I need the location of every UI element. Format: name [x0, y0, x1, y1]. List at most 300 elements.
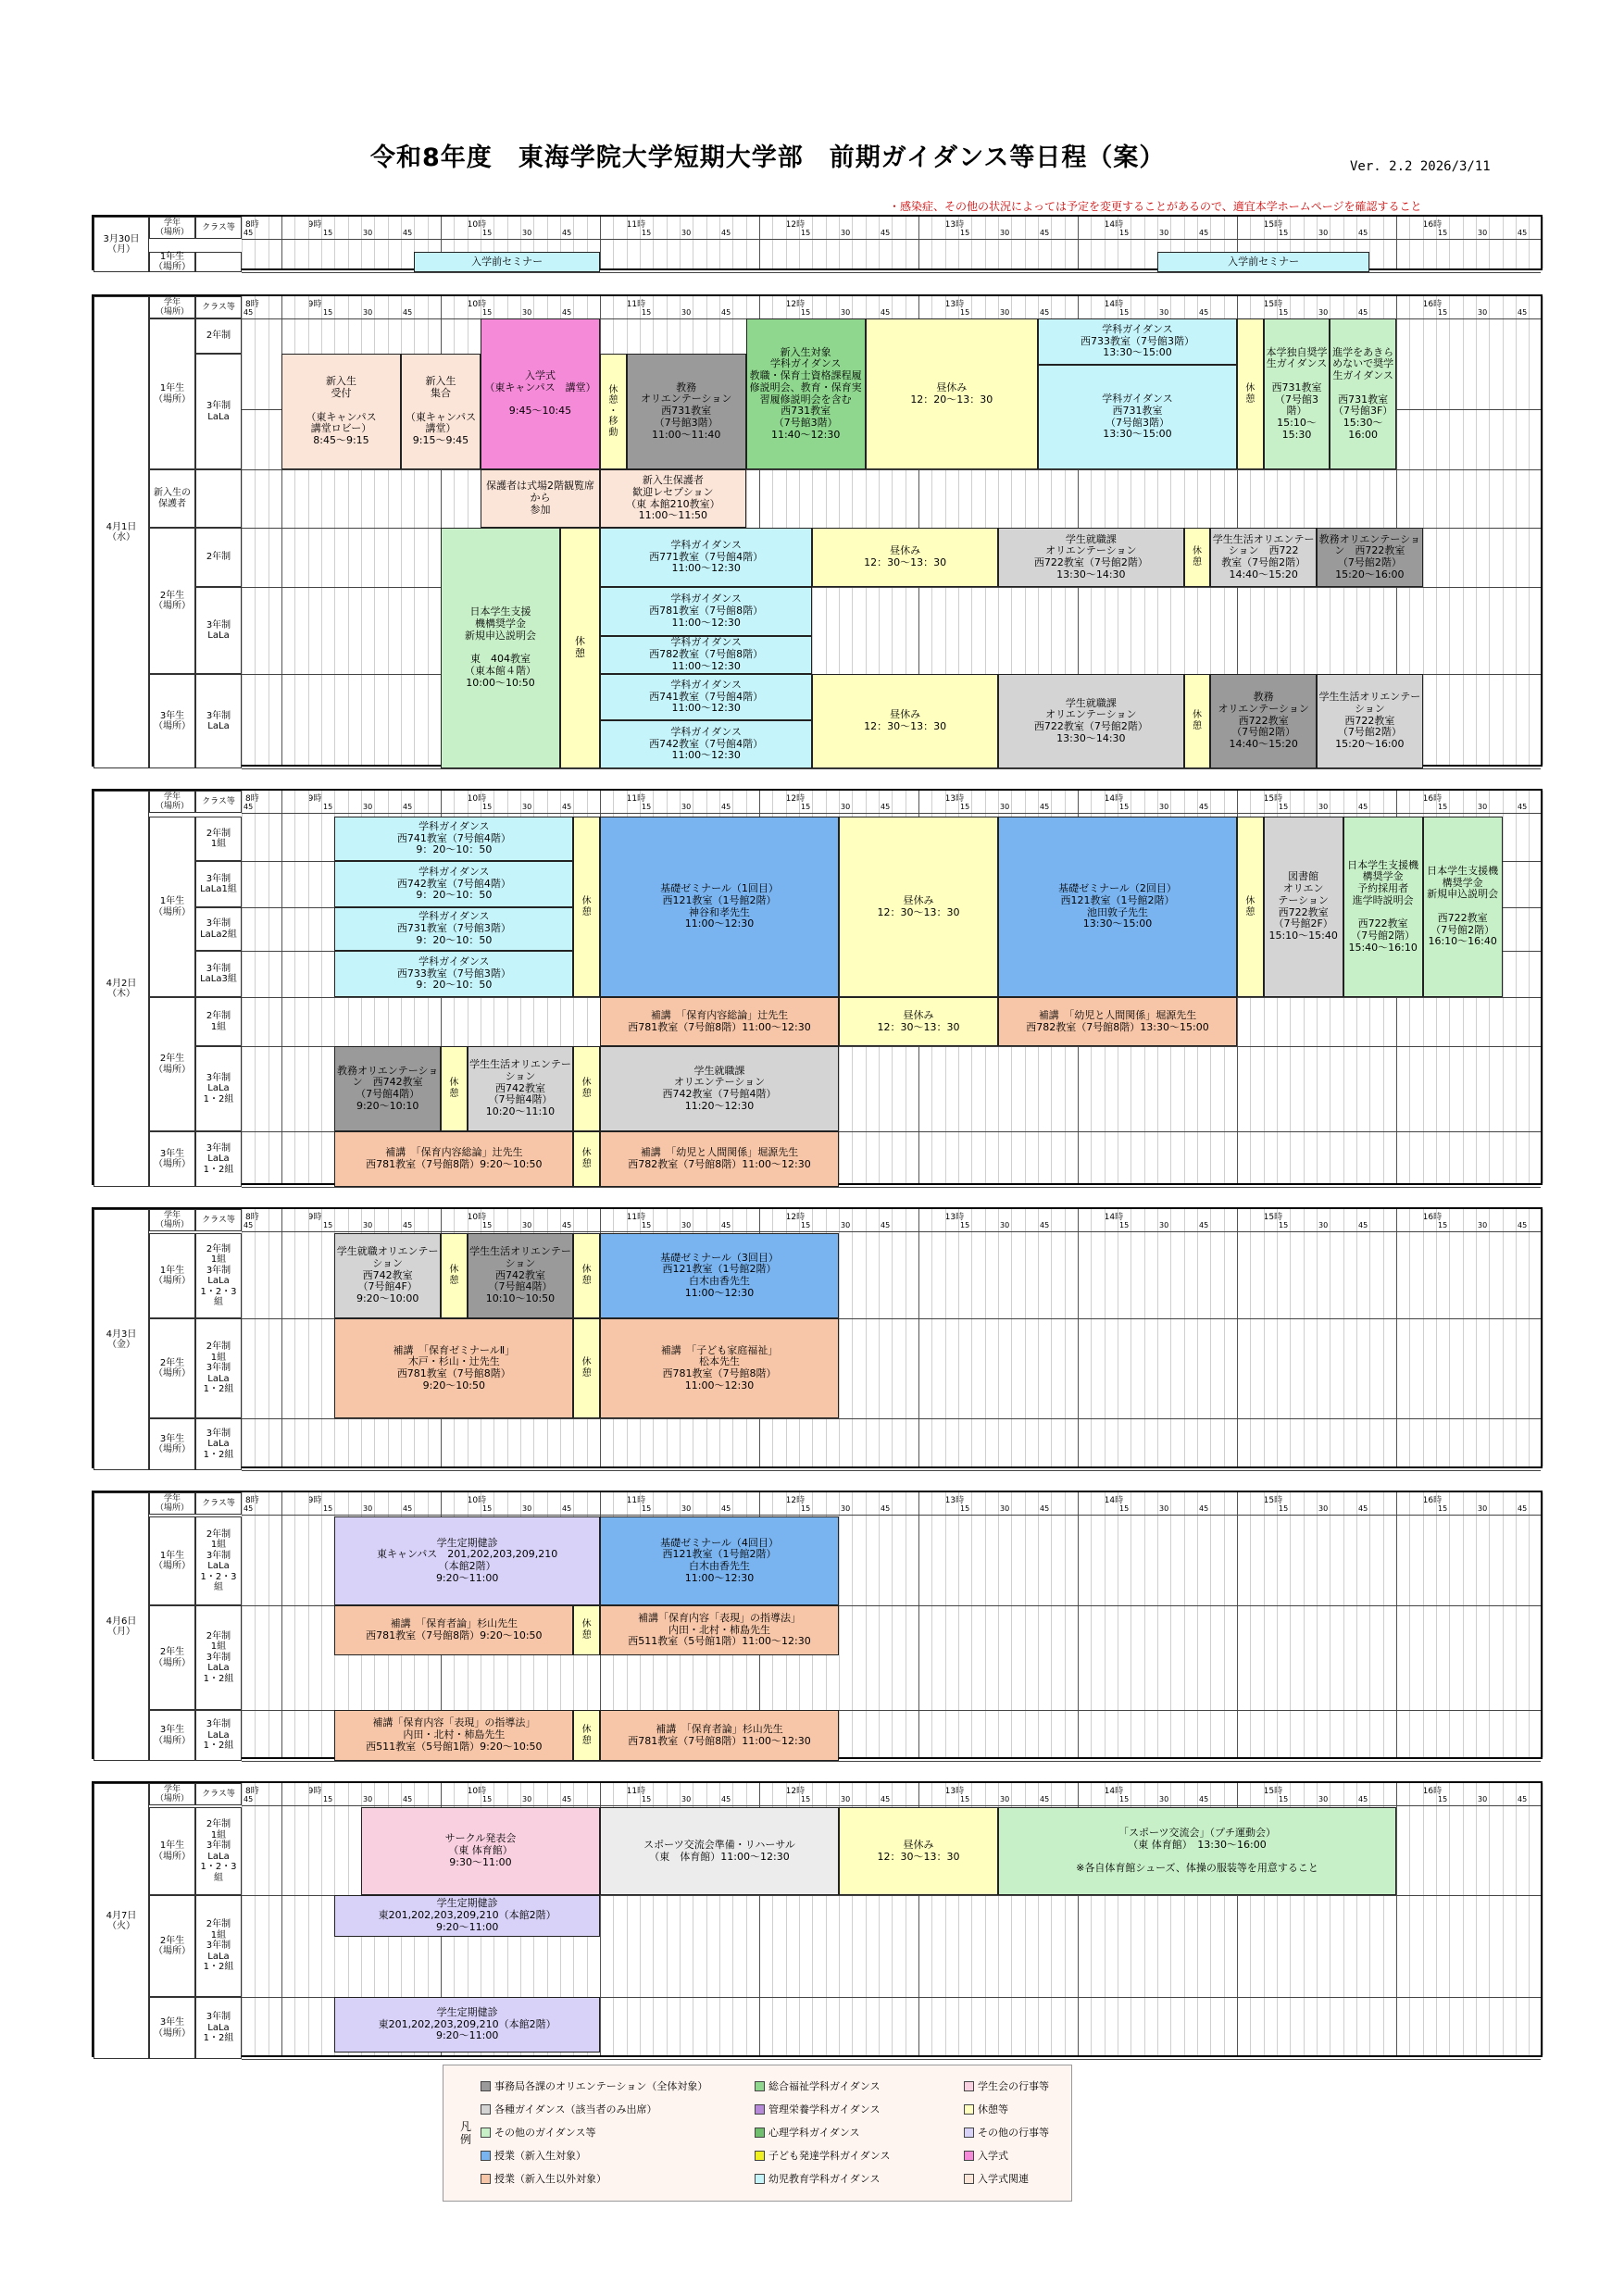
grid-line — [1423, 1209, 1424, 1466]
grid-line — [1489, 217, 1490, 268]
grid-line — [1343, 1209, 1344, 1466]
header-grade: 学年 （場所） — [149, 217, 195, 239]
minute-tick: 15 — [801, 803, 811, 811]
minute-tick: 30 — [681, 1504, 692, 1513]
minute-tick: 15 — [1119, 229, 1130, 237]
grid-line — [1011, 1492, 1012, 1757]
schedule-block: 休 憩 — [573, 1710, 600, 1761]
grade-label: 3年生 （場所） — [149, 1418, 195, 1470]
grid-line — [1025, 1492, 1026, 1757]
minute-tick: 15 — [960, 1795, 970, 1803]
schedule-block: 学科ガイダンス 西782教室（7号館8階） 11:00～12:30 — [600, 636, 812, 674]
minute-tick: 45 — [562, 229, 572, 237]
legend-item — [481, 2078, 707, 2093]
minute-tick: 15 — [323, 803, 333, 811]
grid-line — [255, 1209, 256, 1466]
grid-line — [1409, 1492, 1410, 1757]
minute-tick: 45 — [1040, 1221, 1050, 1229]
schedule-block: 学生定期健診 東キャンパス 201,202,203,209,210 （本館2階） 9:20～11:00 — [334, 1516, 600, 1605]
grid-line — [1529, 1209, 1530, 1466]
grid-line — [866, 1209, 867, 1466]
row-rule — [242, 1418, 1541, 1419]
grid-line — [281, 1783, 282, 2055]
legend-item — [481, 2102, 656, 2116]
time-header — [94, 1209, 1544, 1231]
minute-tick: 30 — [522, 229, 532, 237]
hour-tick: 11時 — [626, 1496, 646, 1505]
grid-line — [1078, 217, 1079, 268]
minute-tick: 30 — [1478, 308, 1488, 317]
legend-item — [755, 2102, 880, 2116]
minute-tick: 30 — [522, 1504, 532, 1513]
minute-tick: 15 — [1279, 803, 1289, 811]
hour-tick: 15時 — [1263, 300, 1283, 309]
grid-line — [680, 217, 681, 268]
grid-line — [294, 1492, 295, 1757]
schedule-block: 休 憩 — [1184, 528, 1211, 587]
schedule-block: 日本学生支援機構奨学金 予約採用者 進学時説明会 西722教室 （7号館2階） 15:40～16:10 — [1343, 817, 1423, 997]
minute-tick: 15 — [1279, 1221, 1289, 1229]
grid-line — [866, 217, 867, 268]
header-grade: 学年 （場所） — [149, 1492, 195, 1515]
schedule-block: 補講「保育内容「表現」の指導法」 内田・北村・柿島先生 西511教室（5号館1階）11:00～12:30 — [600, 1605, 839, 1655]
grid-line — [998, 1209, 999, 1466]
hour-tick: 15時 — [1263, 1213, 1283, 1222]
minute-tick: 30 — [522, 803, 532, 811]
legend-swatch — [481, 2081, 491, 2091]
schedule-block: 休 憩 — [573, 1046, 600, 1131]
grid-line — [1489, 1783, 1490, 2055]
minute-tick: 15 — [642, 1795, 652, 1803]
minute-tick: 15 — [801, 229, 811, 237]
legend-text: その他のガイダンス等 — [494, 2127, 596, 2139]
grid-line — [1463, 1209, 1464, 1466]
grid-line — [1503, 217, 1504, 268]
minute-tick: 45 — [881, 308, 891, 317]
grid-line — [321, 1783, 322, 2055]
hour-tick: 13時 — [944, 220, 965, 230]
minute-tick: 45 — [1040, 1504, 1050, 1513]
hour-tick: 12時 — [785, 1787, 806, 1796]
minute-tick: 15 — [642, 803, 652, 811]
minute-tick: 45 — [721, 1795, 731, 1803]
schedule-block: 補講 「保育内容総論」辻先生 西781教室（7号館8階）11:00～12:30 — [600, 997, 839, 1046]
minute-tick: 30 — [522, 1795, 532, 1803]
grid-line — [1197, 1492, 1198, 1757]
grid-line — [1476, 217, 1477, 268]
grid-line — [374, 217, 375, 268]
minute-tick: 45 — [562, 1221, 572, 1229]
grid-line — [255, 1492, 256, 1757]
hour-tick: 8時 — [245, 1496, 259, 1505]
schedule-block: 学科ガイダンス 西771教室（7号館4階） 11:00～12:30 — [600, 528, 812, 587]
hour-tick: 16時 — [1422, 1496, 1443, 1505]
grid-line — [892, 1492, 893, 1757]
minute-tick: 15 — [801, 1221, 811, 1229]
minute-tick: 15 — [482, 308, 493, 317]
grid-line — [1476, 1209, 1477, 1466]
schedule-block: 昼休み 12：20～13：30 — [866, 318, 1038, 469]
grid-line — [1436, 217, 1437, 268]
hour-tick: 11時 — [626, 1787, 646, 1796]
class-label: 3年制 LaLa 1・2組 — [195, 1997, 242, 2059]
minute-tick: 15 — [323, 308, 333, 317]
legend-text: 事務局各課のオリエンテーション（全体対象） — [494, 2080, 708, 2092]
minute-tick: 45 — [1358, 229, 1368, 237]
date-label: 3月30日 （月） — [94, 217, 149, 272]
legend-item — [481, 2148, 586, 2163]
grid-line — [958, 1209, 959, 1466]
minute-tick: 45 — [403, 1221, 413, 1229]
minute-tick: 15 — [1438, 1795, 1448, 1803]
grid-line — [1423, 1783, 1424, 2055]
grid-line — [799, 217, 800, 268]
minute-tick: 30 — [841, 1795, 851, 1803]
grid-line — [1105, 1492, 1106, 1757]
legend-swatch — [481, 2151, 491, 2161]
hour-tick: 16時 — [1422, 1787, 1443, 1796]
grid-line — [1038, 1492, 1039, 1757]
schedule-block: 学科ガイダンス 西781教室（7号館8階） 11:00～12:30 — [600, 587, 812, 636]
grid-line — [1290, 1492, 1291, 1757]
schedule-block: 学科ガイダンス 西742教室（7号館4階） 9：20～10：50 — [334, 861, 573, 907]
hour-tick: 15時 — [1263, 794, 1283, 804]
hour-tick: 14時 — [1104, 1496, 1124, 1505]
grid-line — [321, 791, 322, 1183]
schedule-block: 基礎ゼミナール（4回目） 西121教室（1号館2階） 白木由香先生 11:00～12:30 — [600, 1516, 839, 1605]
grid-line — [1449, 1209, 1450, 1466]
grid-line — [1436, 296, 1437, 765]
minute-tick: 30 — [841, 1504, 851, 1513]
schedule-block: 補講 「保育内容総論」辻先生 西781教室（7号館8階）9:20～10:50 — [334, 1131, 573, 1187]
schedule-block: 日本学生支援機構奨学金 新規申込説明会 西722教室 （7号館2階） 16:10～16:40 — [1423, 817, 1503, 997]
minute-tick: 15 — [960, 803, 970, 811]
grid-line — [1489, 1209, 1490, 1466]
grid-line — [1529, 1783, 1530, 2055]
minute-tick: 15 — [960, 1221, 970, 1229]
minute-tick: 30 — [1318, 803, 1329, 811]
schedule-block: 入学前セミナー — [414, 252, 600, 272]
legend-item — [964, 2078, 1049, 2093]
minute-tick: 15 — [960, 308, 970, 317]
hour-tick: 16時 — [1422, 1213, 1443, 1222]
grid-line — [1038, 217, 1039, 268]
schedule-block: 学生就職課 オリエンテーション 西742教室（7号館4階） 11:20～12:30 — [600, 1046, 839, 1131]
class-label: 3年制 LaLa 1・2組 — [195, 1131, 242, 1187]
minute-tick: 30 — [1318, 308, 1329, 317]
hour-tick: 12時 — [785, 300, 806, 309]
minute-tick: 15 — [482, 1221, 493, 1229]
day-frame — [92, 1491, 1543, 1759]
grid-line — [294, 791, 295, 1183]
grid-line — [1503, 1209, 1504, 1466]
header-class: クラス等 — [195, 296, 242, 318]
row-rule — [242, 2059, 1541, 2060]
legend-swatch — [964, 2174, 974, 2184]
class-label: 3年制 LaLa 1・2組 — [195, 1418, 242, 1470]
grid-line — [971, 1209, 972, 1466]
schedule-block: 学生定期健診 東201,202,203,209,210（本館2階） 9:20～11:00 — [334, 1895, 600, 1937]
grid-line — [1304, 1492, 1305, 1757]
schedule-block: 新入生対象 学科ガイダンス 教職・保育士資格課程履修説明会、教育・保育実習履修説明会を含む 西731教室 （7号館3階） 11:40～12:30 — [746, 318, 866, 469]
hour-tick: 14時 — [1104, 220, 1124, 230]
hour-tick: 14時 — [1104, 794, 1124, 804]
grid-line — [1237, 1492, 1238, 1757]
day-frame — [92, 1207, 1543, 1468]
hour-tick: 13時 — [944, 1787, 965, 1796]
grid-line — [1383, 1209, 1384, 1466]
hour-tick: 9時 — [307, 1787, 322, 1796]
minute-tick: 45 — [562, 308, 572, 317]
grid-line — [1224, 1209, 1225, 1466]
grid-line — [1463, 1783, 1464, 2055]
grid-line — [242, 1783, 243, 2055]
minute-tick: 45 — [562, 803, 572, 811]
grid-line — [255, 1783, 256, 2055]
minute-tick: 45 — [1199, 803, 1209, 811]
schedule-block: 休 憩 — [1184, 674, 1211, 768]
grid-line — [1503, 1492, 1504, 1757]
grid-line — [294, 1209, 295, 1466]
grid-line — [1369, 1492, 1370, 1757]
minute-tick: 30 — [1000, 803, 1010, 811]
minute-tick: 15 — [960, 1504, 970, 1513]
minute-tick: 45 — [244, 1504, 254, 1513]
minute-tick: 30 — [841, 803, 851, 811]
grid-line — [613, 217, 614, 268]
grid-line — [1369, 217, 1370, 268]
header-rule — [242, 1231, 1541, 1232]
grid-line — [1476, 296, 1477, 765]
minute-tick: 15 — [482, 1795, 493, 1803]
legend-swatch — [755, 2128, 765, 2138]
hour-tick: 11時 — [626, 1213, 646, 1222]
grid-line — [1463, 217, 1464, 268]
schedule-block: 補講 「保育者論」杉山先生 西781教室（7号館8階）11:00～12:30 — [600, 1710, 839, 1761]
class-label: 3年制 LaLa1組 — [195, 861, 242, 907]
schedule-block: 基礎ゼミナール（2回目） 西121教室（1号館2階） 池田敦子先生 13:30～15:00 — [998, 817, 1237, 997]
grid-line — [1250, 1492, 1251, 1757]
grid-line — [1529, 1492, 1530, 1757]
grid-line — [1409, 1209, 1410, 1466]
grid-line — [1463, 1492, 1464, 1757]
header-class: クラス等 — [195, 1209, 242, 1231]
minute-tick: 30 — [363, 1795, 373, 1803]
grid-line — [1463, 296, 1464, 765]
grid-line — [1170, 1492, 1171, 1757]
grade-label: 3年生 （場所） — [149, 1997, 195, 2059]
grade-label: 1年生 （場所） — [149, 1807, 195, 1895]
grid-line — [281, 1209, 282, 1466]
legend-text: 幼児教育学科ガイダンス — [768, 2173, 881, 2185]
header-grade: 学年 （場所） — [149, 791, 195, 813]
grid-line — [998, 217, 999, 268]
legend-item — [964, 2171, 1029, 2186]
grade-label: 3年生 （場所） — [149, 1131, 195, 1187]
schedule-block: 補講「保育内容「表現」の指導法」 内田・北村・柿島先生 西511教室（5号館1階）9:20～10:50 — [334, 1710, 573, 1761]
minute-tick: 45 — [881, 1504, 891, 1513]
schedule-block: 昼休み 12：30～13：30 — [812, 528, 998, 587]
schedule-block: 休 憩 — [573, 1131, 600, 1187]
minute-tick: 45 — [881, 803, 891, 811]
minute-tick: 15 — [1438, 803, 1448, 811]
minute-tick: 15 — [1119, 803, 1130, 811]
time-header — [94, 1783, 1544, 1805]
minute-tick: 15 — [482, 1504, 493, 1513]
version-label: Ver. 2.2 2026/3/11 — [1350, 159, 1491, 174]
minute-tick: 15 — [1279, 1795, 1289, 1803]
minute-tick: 15 — [1438, 308, 1448, 317]
grid-line — [1038, 1209, 1039, 1466]
legend-swatch — [481, 2174, 491, 2184]
page-title: 令和8年度 東海学院大学短期大学部 前期ガイダンス等日程（案） — [370, 144, 1166, 172]
minute-tick: 15 — [1119, 308, 1130, 317]
header-class: クラス等 — [195, 1783, 242, 1805]
hour-tick: 10時 — [467, 1496, 487, 1505]
minute-tick: 45 — [562, 1795, 572, 1803]
minute-tick: 30 — [1318, 229, 1329, 237]
grid-line — [1184, 1209, 1185, 1466]
grid-line — [1237, 1209, 1238, 1466]
legend-text: 休憩等 — [978, 2103, 1008, 2115]
minute-tick: 30 — [1000, 229, 1010, 237]
grid-line — [308, 217, 309, 268]
minute-tick: 45 — [1518, 803, 1528, 811]
legend-item — [964, 2148, 1008, 2163]
grid-line — [321, 1209, 322, 1466]
grid-line — [1264, 1492, 1265, 1757]
minute-tick: 30 — [1000, 1504, 1010, 1513]
grid-line — [719, 217, 720, 268]
schedule-block: 入学前セミナー — [1157, 252, 1369, 272]
grid-line — [1436, 1492, 1437, 1757]
grid-line — [852, 1209, 853, 1466]
grade-label: 2年生 （場所） — [149, 1605, 195, 1710]
minute-tick: 30 — [841, 1221, 851, 1229]
grid-line — [839, 1492, 840, 1757]
grid-line — [812, 217, 813, 268]
minute-tick: 15 — [323, 1795, 333, 1803]
class-label: 2年制 — [195, 528, 242, 587]
grid-line — [852, 217, 853, 268]
minute-tick: 30 — [1478, 1504, 1488, 1513]
day-frame — [92, 1781, 1543, 2057]
hour-tick: 8時 — [245, 220, 259, 230]
minute-tick: 45 — [1518, 229, 1528, 237]
schedule-block: 進学をあきらめないで奨学生ガイダンス 西731教室 （7号館3F） 15:30～ 16:00 — [1330, 318, 1396, 469]
grid-line — [772, 217, 773, 268]
schedule-block: 学生就職オリエンテーション 西742教室 （7号館4F） 9:20～10:00 — [334, 1233, 441, 1318]
grid-line — [1051, 1209, 1052, 1466]
minute-tick: 45 — [1518, 1504, 1528, 1513]
hour-tick: 9時 — [307, 1213, 322, 1222]
schedule-block: 補講 「保育者論」杉山先生 西781教室（7号館8階）9:20～10:50 — [334, 1605, 573, 1655]
minute-tick: 15 — [1438, 1221, 1448, 1229]
grid-line — [918, 217, 919, 268]
schedule-block: 学科ガイダンス 西733教室（7号館3階） 9：20～10：50 — [334, 951, 573, 997]
minute-tick: 15 — [1119, 1795, 1130, 1803]
grade-label: 1年生 （場所） — [149, 318, 195, 469]
legend-swatch — [755, 2104, 765, 2115]
class-label: 2年制 1組 — [195, 817, 242, 861]
grid-line — [1051, 1492, 1052, 1757]
minute-tick: 15 — [323, 229, 333, 237]
minute-tick: 45 — [562, 1504, 572, 1513]
grid-line — [1091, 1492, 1092, 1757]
header-rule — [242, 239, 1541, 240]
schedule-block: 昼休み 12：30～13：30 — [839, 817, 998, 997]
grid-line — [1250, 1209, 1251, 1466]
minute-tick: 45 — [1199, 1504, 1209, 1513]
hour-tick: 10時 — [467, 1213, 487, 1222]
grid-line — [1409, 217, 1410, 268]
grid-line — [1529, 217, 1530, 268]
grade-label: 1年生 （場所） — [149, 1516, 195, 1605]
grid-line — [1396, 1783, 1397, 2055]
minute-tick: 30 — [363, 1221, 373, 1229]
minute-tick: 30 — [681, 803, 692, 811]
grid-line — [1449, 1783, 1450, 2055]
grid-line — [1343, 1492, 1344, 1757]
hour-tick: 11時 — [626, 300, 646, 309]
schedule-block: 休 憩 — [1237, 817, 1264, 997]
minute-tick: 15 — [1279, 1504, 1289, 1513]
date-label: 4月1日 （水） — [94, 296, 149, 768]
grid-line — [1224, 1492, 1225, 1757]
grid-line — [308, 1492, 309, 1757]
minute-tick: 30 — [1159, 229, 1169, 237]
schedule-block: 昼休み 12：30～13：30 — [839, 1807, 998, 1895]
grid-line — [1516, 1492, 1517, 1757]
legend-item — [755, 2125, 859, 2140]
grid-line — [918, 1209, 919, 1466]
grid-line — [1516, 296, 1517, 765]
legend-text: 授業（新入生対象） — [494, 2150, 586, 2162]
grid-line — [1423, 1492, 1424, 1757]
minute-tick: 30 — [841, 308, 851, 317]
grid-line — [361, 217, 362, 268]
grid-line — [388, 217, 389, 268]
grid-line — [879, 1209, 880, 1466]
schedule-block: 休 憩 — [441, 1233, 468, 1318]
hour-tick: 16時 — [1422, 794, 1443, 804]
header-class: クラス等 — [195, 1492, 242, 1515]
grid-line — [945, 217, 946, 268]
grid-line — [1356, 1492, 1357, 1757]
class-label: 2年制 1組 — [195, 997, 242, 1046]
hour-tick: 9時 — [307, 220, 322, 230]
grid-line — [1529, 791, 1530, 1183]
grid-line — [255, 296, 256, 765]
minute-tick: 45 — [1199, 229, 1209, 237]
hour-tick: 13時 — [944, 300, 965, 309]
minute-tick: 45 — [244, 229, 254, 237]
grid-line — [1065, 1209, 1066, 1466]
schedule-block: 図書館 オリエン テーション 西722教室 （7号館2F） 15:10～15:40 — [1264, 817, 1343, 997]
grid-line — [600, 217, 601, 268]
class-label: 3年制 LaLa — [195, 674, 242, 768]
class-label: 2年制 1組 3年制 LaLa 1・2組 — [195, 1605, 242, 1710]
class-label: 2年制 — [195, 318, 242, 354]
class-label — [195, 469, 242, 528]
minute-tick: 30 — [1159, 803, 1169, 811]
legend — [443, 2065, 1072, 2202]
schedule-block: 昼休み 12：30～13：30 — [839, 997, 998, 1046]
grid-line — [945, 1492, 946, 1757]
grade-label: 2年生 （場所） — [149, 997, 195, 1131]
header-class: クラス等 — [195, 217, 242, 239]
hour-tick: 13時 — [944, 1213, 965, 1222]
